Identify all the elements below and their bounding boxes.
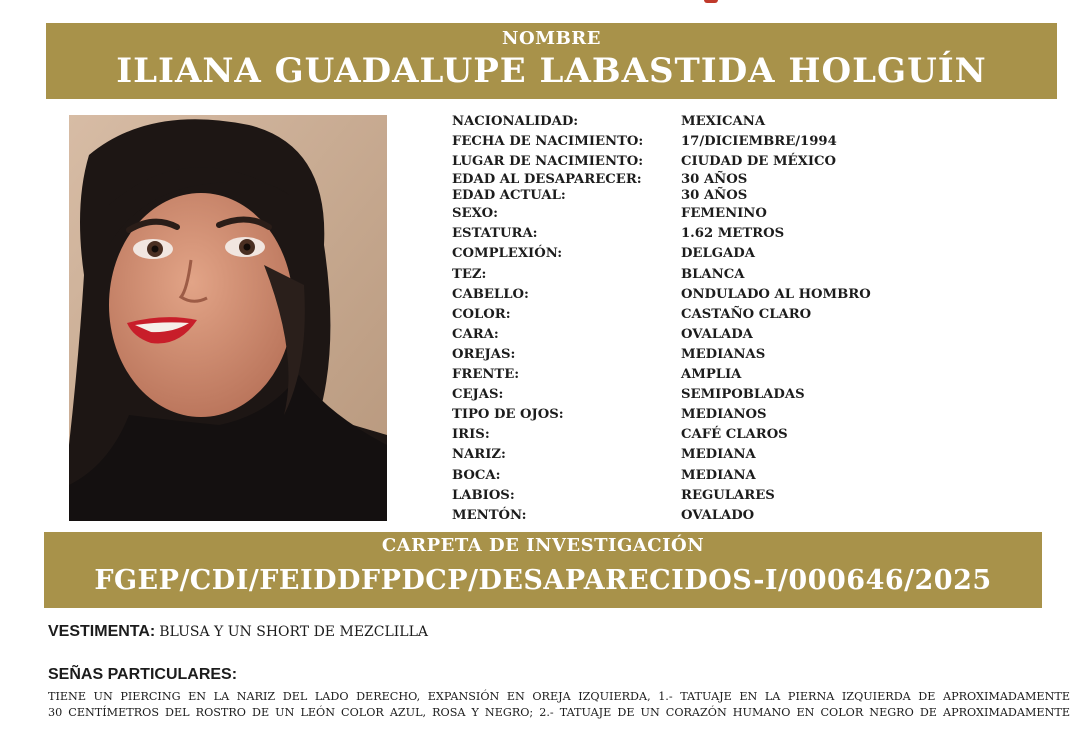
detail-label: COLOR: [452,306,511,322]
detail-label: OREJAS: [452,346,516,362]
detail-row [452,425,1052,445]
detail-row [452,244,1052,264]
detail-value: MEXICANA [681,114,766,129]
clothing-value: BLUSA Y UN SHORT DE MEZCLILLA [159,624,429,640]
detail-value: CIUDAD DE MÉXICO [681,154,836,170]
top-edge-mark [704,0,718,3]
detail-row [452,466,1052,486]
detail-row [452,285,1052,305]
detail-value: 30 AÑOS [681,188,748,204]
name-label: NOMBRE [502,28,601,49]
physical-description [452,112,1052,526]
detail-row [452,204,1052,224]
detail-label: COMPLEXIÓN: [452,246,563,262]
detail-label: EDAD ACTUAL: [452,188,566,204]
detail-row [452,112,1052,132]
detail-label: BOCA: [452,467,501,483]
detail-value: 17/DICIEMBRE/1994 [681,134,837,150]
detail-value: ONDULADO AL HOMBRO [681,286,871,302]
detail-row [452,265,1052,285]
detail-row [452,172,1052,188]
detail-label: CEJAS: [452,387,504,403]
detail-row [452,506,1052,526]
detail-label: CABELLO: [452,286,529,302]
detail-value: MEDIANA [681,467,756,483]
detail-label: FRENTE: [452,367,520,383]
detail-row [452,152,1052,172]
detail-value: BLANCA [681,266,745,282]
detail-label: CARA: [452,326,499,342]
detail-row [452,345,1052,365]
detail-value: CASTAÑO CLARO [681,306,812,322]
detail-row [452,445,1052,465]
distinguishing-marks-text [48,689,1070,721]
detail-value: OVALADO [681,507,755,523]
detail-label: TIPO DE OJOS: [452,407,564,423]
detail-row [452,188,1052,204]
clothing-label: VESTIMENTA: [48,623,156,640]
detail-label: TEZ: [452,266,487,282]
detail-value: FEMENINO [681,206,767,222]
detail-label: ESTATURA: [452,226,538,242]
detail-label: NACIONALIDAD: [452,114,579,129]
detail-label: NARIZ: [452,447,506,463]
detail-label: IRIS: [452,427,490,443]
missing-person-photo [69,115,387,521]
clothing-section [48,622,428,641]
detail-label: LABIOS: [452,487,515,503]
detail-value: SEMIPOBLADAS [681,387,805,403]
detail-row [452,365,1052,385]
detail-value: OVALADA [681,326,753,342]
detail-value: CAFÉ CLAROS [681,427,788,443]
distinguishing-marks-line: TIENE UN PIERCING EN LA NARIZ DEL LADO DERECHO, EXPANSIÓN EN OREJA IZQUIERDA, 1.- TATUAJE EN LA PIERNA IZQUIERDA DE APROXIMADAMENTE [48,690,1070,703]
detail-value: AMPLIA [681,367,742,383]
case-file-label: CARPETA DE INVESTIGACIÓN [381,535,705,556]
detail-value: 30 AÑOS [681,172,748,188]
name-banner [46,23,1057,99]
detail-row [452,385,1052,405]
detail-label: EDAD AL DESAPARECER: [452,172,642,188]
detail-label: MENTÓN: [452,507,527,523]
detail-row [452,224,1052,244]
detail-label: SEXO: [452,206,498,222]
detail-row [452,405,1052,425]
detail-label: LUGAR DE NACIMIENTO: [452,154,644,170]
distinguishing-marks-line: 30 CENTÍMETROS DEL ROSTRO DE UN LEÓN COLOR AZUL, ROSA Y NEGRO; 2.- TATUAJE DE UN CORAZÓN HUMANO EN COLOR NEGRO DE APROXIMADAMENTE [48,706,1070,719]
detail-value: MEDIANA [681,447,756,463]
detail-row [452,486,1052,506]
detail-row [452,325,1052,345]
detail-value: REGULARES [681,487,775,503]
portrait-illustration [69,115,387,521]
detail-value: 1.62 METROS [681,226,785,242]
detail-row [452,305,1052,325]
detail-label: FECHA DE NACIMIENTO: [452,134,644,150]
case-file-banner [44,532,1042,608]
detail-value: MEDIANAS [681,346,766,362]
detail-row [452,132,1052,152]
full-name: ILIANA GUADALUPE LABASTIDA HOLGUÍN [116,51,987,91]
case-file-number: FGEP/CDI/FEIDDFPDCP/DESAPARECIDOS-I/000646/2025 [94,565,992,596]
distinguishing-marks-heading: SEÑAS PARTICULARES: [48,666,238,683]
detail-value: MEDIANOS [681,407,767,423]
detail-value: DELGADA [681,246,755,262]
